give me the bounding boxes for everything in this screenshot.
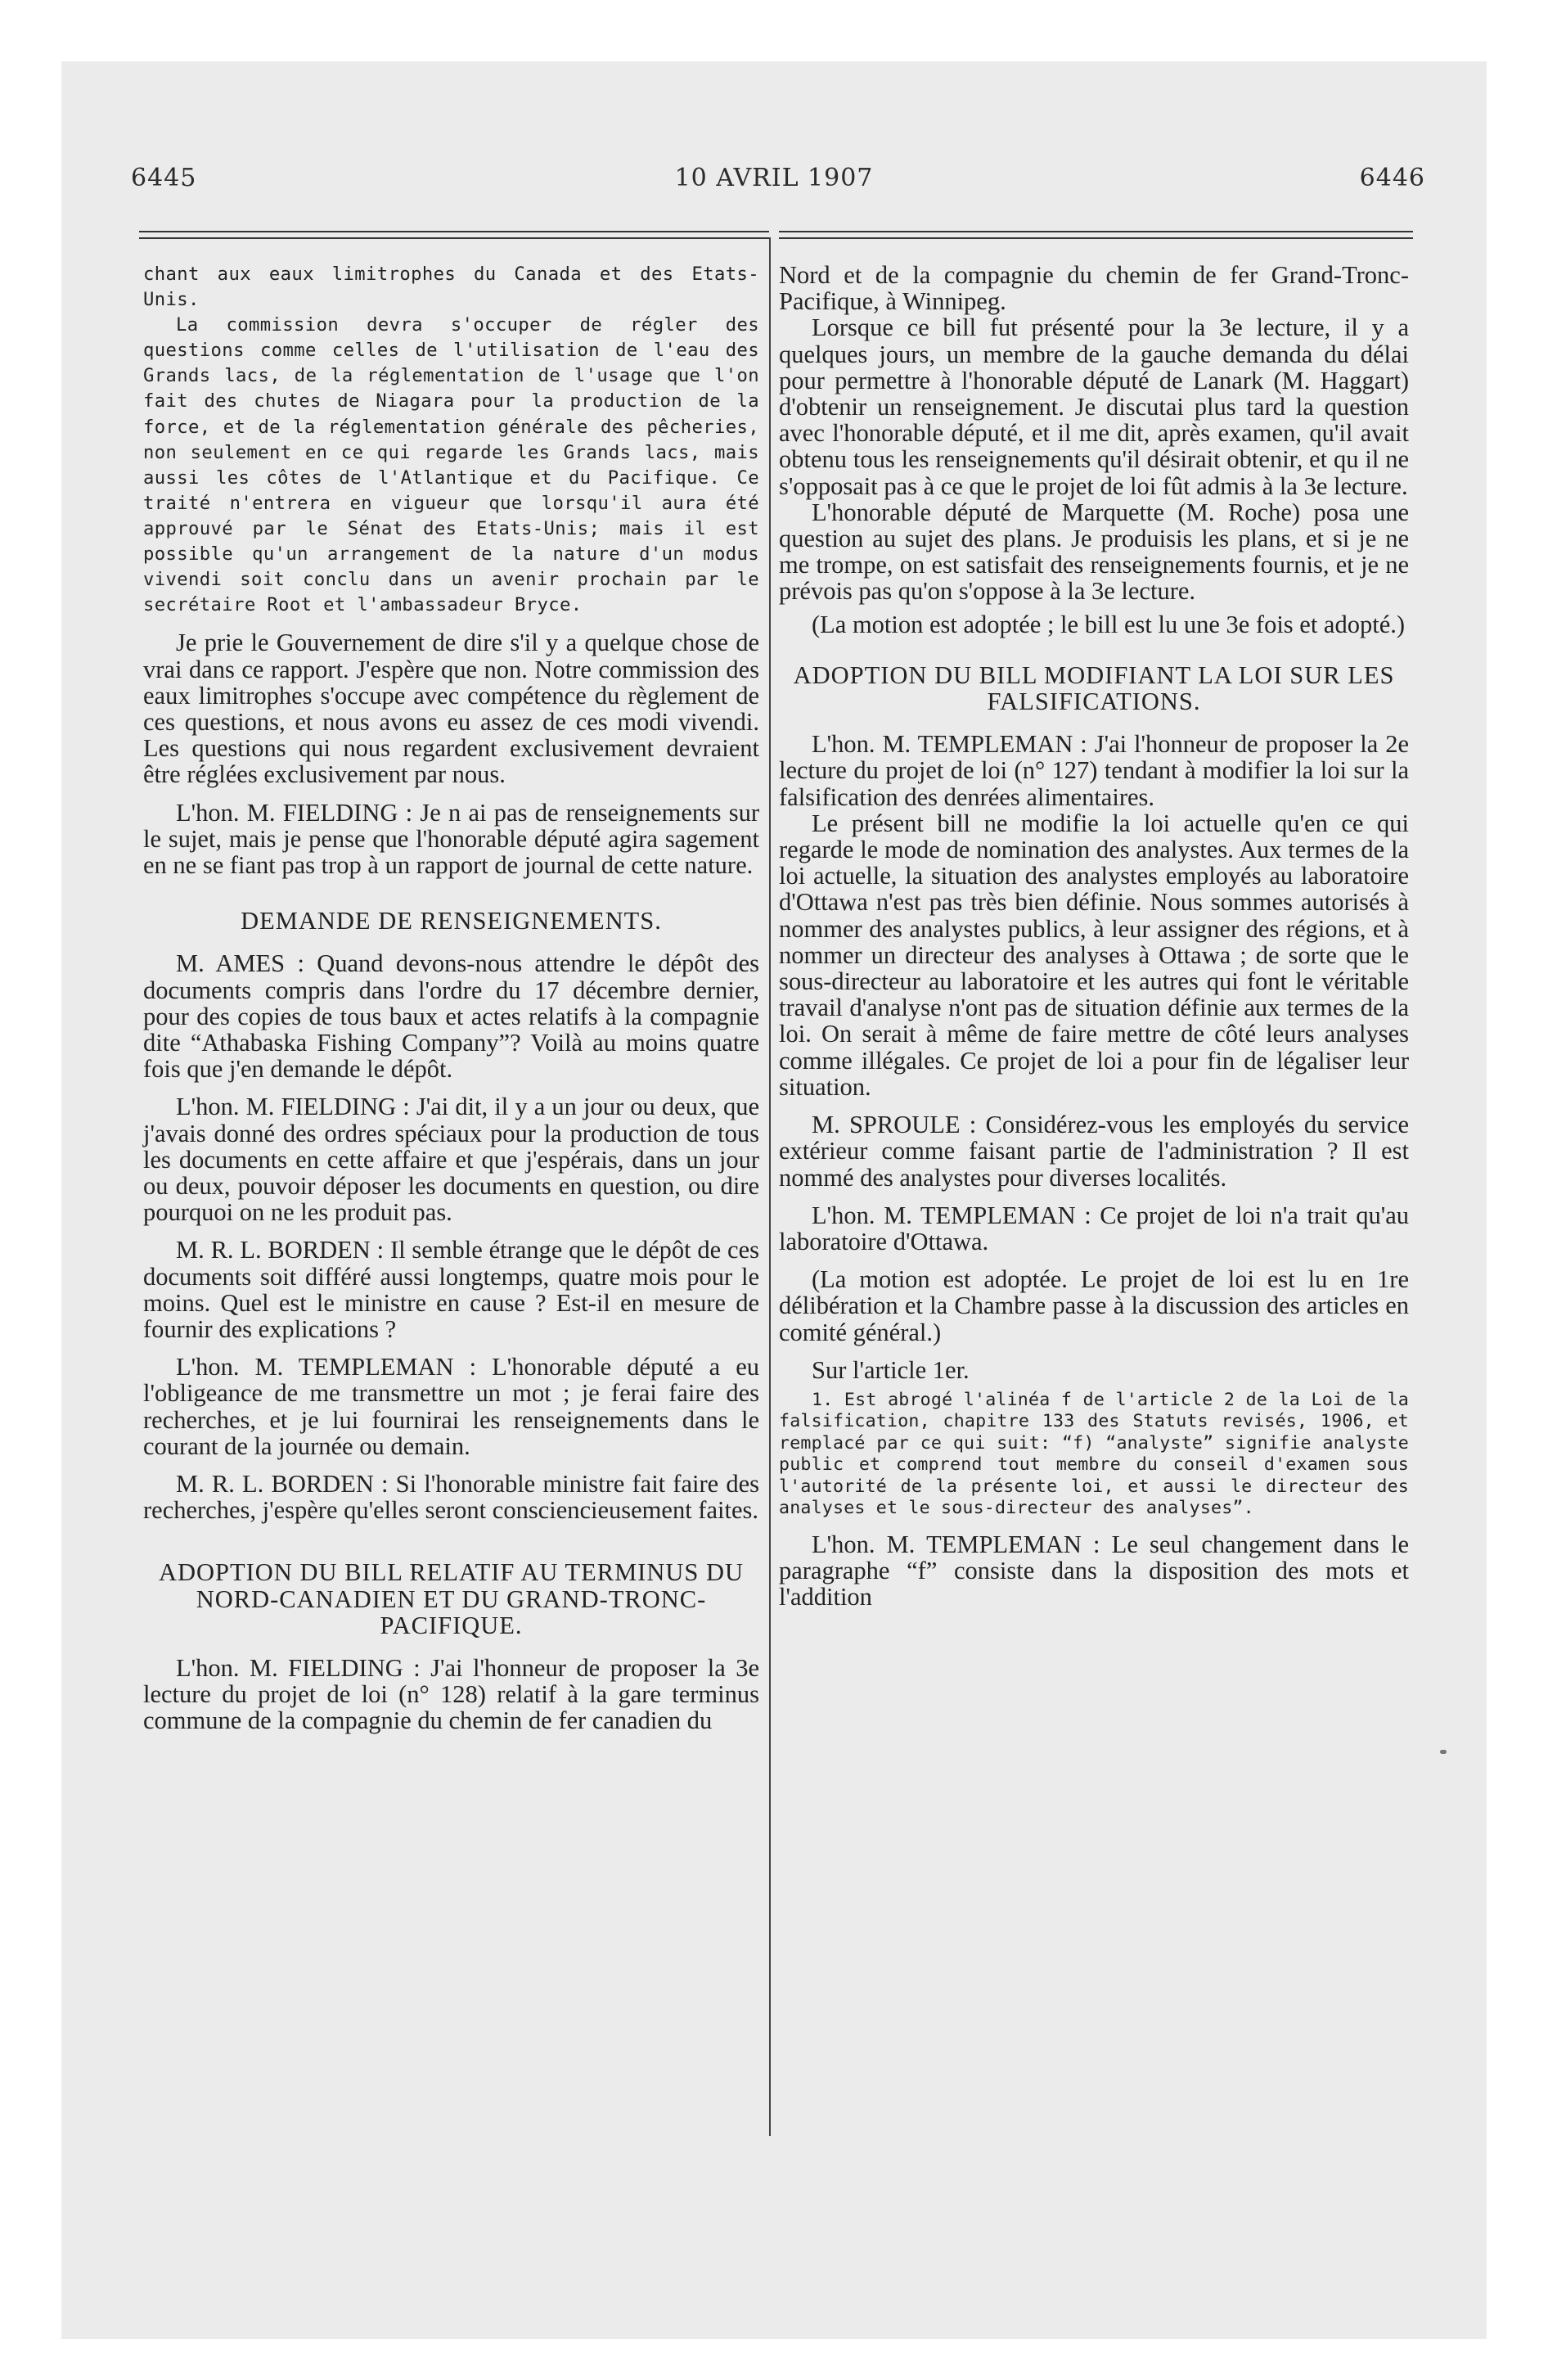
right-paragraph-2: Lorsque ce bill fut présenté pour la 3e lecture, il y a quelques jours, un membre de la gauche demanda du délai pour permettre à l'honorable député de Lanark (M. Haggart) d'obtenir un renseignement. Je discutai plus tard la question avec l'honorable député, et il me dit, après examen, qu'il avait obtenu tous les renseignements qu'il désirait obtenir, et qu il ne s'opposait pas à ce que le projet de loi fût admis à la 3e lecture.	[779, 313, 1409, 500]
right-paragraph-6: Le présent bill ne modifie la loi actuelle qu'en ce qui regarde le mode de nomination des analystes. Aux termes de la loi actuelle, la situation des analystes employés au laboratoire d'Ottawa n'est pas très bien définie. Nous sommes autorisés à nommer des analystes publics, à leur assigner des régions, et à nommer un directeur des analyses à Ottawa ; de sorte que le sous-directeur au laboratoire et les autres qui font le véritable travail d'analyse n'ont pas de situation définie aux termes de la loi. On serait à même de faire mettre de côté leurs analyses comme illégales. Ce projet de loi a pour fin de légaliser leur situation.	[779, 809, 1409, 1101]
left-paragraph-1: chant aux eaux limitrophes du Canada et des Etats-Unis.	[143, 264, 759, 311]
left-page-number: 6445	[131, 164, 197, 192]
right-paragraph-4: (La motion est adoptée ; le bill est lu une 3e fois et adopté.)	[812, 610, 1406, 638]
header-rule-left	[139, 231, 769, 239]
right-paragraph-9: (La motion est adoptée. Le projet de loi est lu en 1re délibération et la Chambre passe à la discussion des articles en comité général.)	[779, 1265, 1409, 1346]
bill-clause-quote: 1. Est abrogé l'alinéa f de l'article 2 de la Loi de la falsification, chapitre 133 des Statuts revisés, 1906, et remplacé par ce qui suit: “f) “analyste” signifie analyste public et comprend tout membre du conseil d'examen sous l'autorité de la présente loi, et aussi le directeur des analyses et le sous-directeur des analyses”.	[779, 1389, 1409, 1519]
left-section-heading-2: ADOPTION DU BILL RELATIF AU TERMINUS DU NORD-CANADIEN ET DU GRAND-TRONC-PACIFIQUE.	[158, 1558, 745, 1639]
right-paragraph-1: Nord et de la compagnie du chemin de fer Grand-Tronc-Pacifique, à Winnipeg.	[779, 261, 1409, 316]
left-paragraph-3: Je prie le Gouvernement de dire s'il y a quelque chose de vrai dans ce rapport. J'espère que non. Notre commission des eaux limitrophes s'occupe avec compétence du règlement de ces questions, et nous avons eu assez de ces modi vivendi. Les questions qui nous regardent exclusivement devraient être réglées exclusivement par nous.	[143, 629, 759, 789]
right-paragraph-11: L'hon. M. TEMPLEMAN : Le seul changement dans le paragraphe “f” consiste dans la disposition des mots et l'addition	[779, 1530, 1409, 1611]
header-rule-right	[779, 231, 1413, 239]
right-paragraph-10: Sur l'article 1er.	[812, 1355, 970, 1384]
left-paragraph-7: M. R. L. BORDEN : Il semble étrange que le dépôt de ces documents soit différé aussi longtemps, quatre mois pour le moins. Quel est le ministre en cause ? Est-il en mesure de fournir des explications ?	[143, 1236, 759, 1343]
right-paragraph-3: L'honorable député de Marquette (M. Roche) posa une question au sujet des plans. Je produisis les plans, et si je ne me trompe, on est satisfait des renseignements fournis, et je ne prévois pas qu'on s'oppose à la 3e lecture.	[779, 498, 1409, 606]
left-paragraph-8: L'hon. M. TEMPLEMAN : L'honorable député a eu l'obligeance de me transmettre un mot ; je ferai faire des recherches, et je lui fournirai les renseignements dans le courant de la journée ou demain.	[143, 1353, 759, 1460]
right-paragraph-8: L'hon. M. TEMPLEMAN : Ce projet de loi n'a trait qu'au laboratoire d'Ottawa.	[779, 1201, 1409, 1255]
left-column	[143, 262, 759, 1734]
left-paragraph-9: M. R. L. BORDEN : Si l'honorable ministre fait faire des recherches, j'espère qu'elles seront consciencieusement faites.	[143, 1470, 759, 1525]
left-section-heading-1: DEMANDE DE RENSEIGNEMENTS.	[241, 907, 662, 935]
right-page-number: 6446	[1359, 164, 1425, 192]
right-column	[779, 262, 1409, 1611]
right-section-heading-1: ADOPTION DU BILL MODIFIANT LA LOI SUR LES FALSIFICATIONS.	[793, 660, 1395, 716]
column-divider	[769, 237, 771, 2136]
left-paragraph-10: L'hon. M. FIELDING : J'ai l'honneur de proposer la 3e lecture du projet de loi (n° 128) relatif à la gare terminus commune de la compagnie du chemin de fer canadien du	[143, 1654, 759, 1735]
margin-ink-mark	[1440, 1750, 1447, 1754]
left-paragraph-6: L'hon. M. FIELDING : J'ai dit, il y a un jour ou deux, que j'avais donné des ordres spéciaux pour la production de tous les documents en cette affaire et que j'espérais, dans un jour ou deux, pouvoir déposer les documents en question, ou dire pourquoi on ne les produit pas.	[143, 1093, 759, 1227]
right-paragraph-7: M. SPROULE : Considérez-vous les employés du service extérieur comme faisant partie de l'administration ? Il est nommé des analystes pour diverses localités.	[779, 1111, 1409, 1192]
left-paragraph-5: M. AMES : Quand devons-nous attendre le dépôt des documents compris dans l'ordre du 17 décembre dernier, pour des copies de tous baux et actes relatifs à la compagnie dite “Athabaska Fishing Company”? Voilà au moins quatre fois que j'en demande le dépôt.	[143, 949, 759, 1084]
left-paragraph-2: La commission devra s'occuper de régler des questions comme celles de l'utilisation de l'eau des Grands lacs, de la réglementation de l'usage que l'on fait des chutes de Niagara pour la production de la force, et de la réglementation générale des pêcheries, non seulement en ce qui regarde les Grands lacs, mais aussi les côtes de l'Atlantique et du Pacifique. Ce traité n'entrera en vigueur que lorsqu'il aura été approuvé par le Sénat des Etats-Unis; mais il est possible qu'un arrangement de la nature d'un modus vivendi soit conclu dans un avenir prochain par le secrétaire Root et l'ambassadeur Bryce.	[143, 314, 759, 616]
right-paragraph-5: L'hon. M. TEMPLEMAN : J'ai l'honneur de proposer la 2e lecture du projet de loi (n° 127) tendant à modifier la loi sur la falsification des denrées alimentaires.	[779, 730, 1409, 811]
left-paragraph-4: L'hon. M. FIELDING : Je n ai pas de renseignements sur le sujet, mais je pense que l'honorable député agira sagement en ne se fiant pas trop à un rapport de journal de cette nature.	[143, 798, 759, 879]
page-date: 10 AVRIL 1907	[674, 164, 874, 192]
